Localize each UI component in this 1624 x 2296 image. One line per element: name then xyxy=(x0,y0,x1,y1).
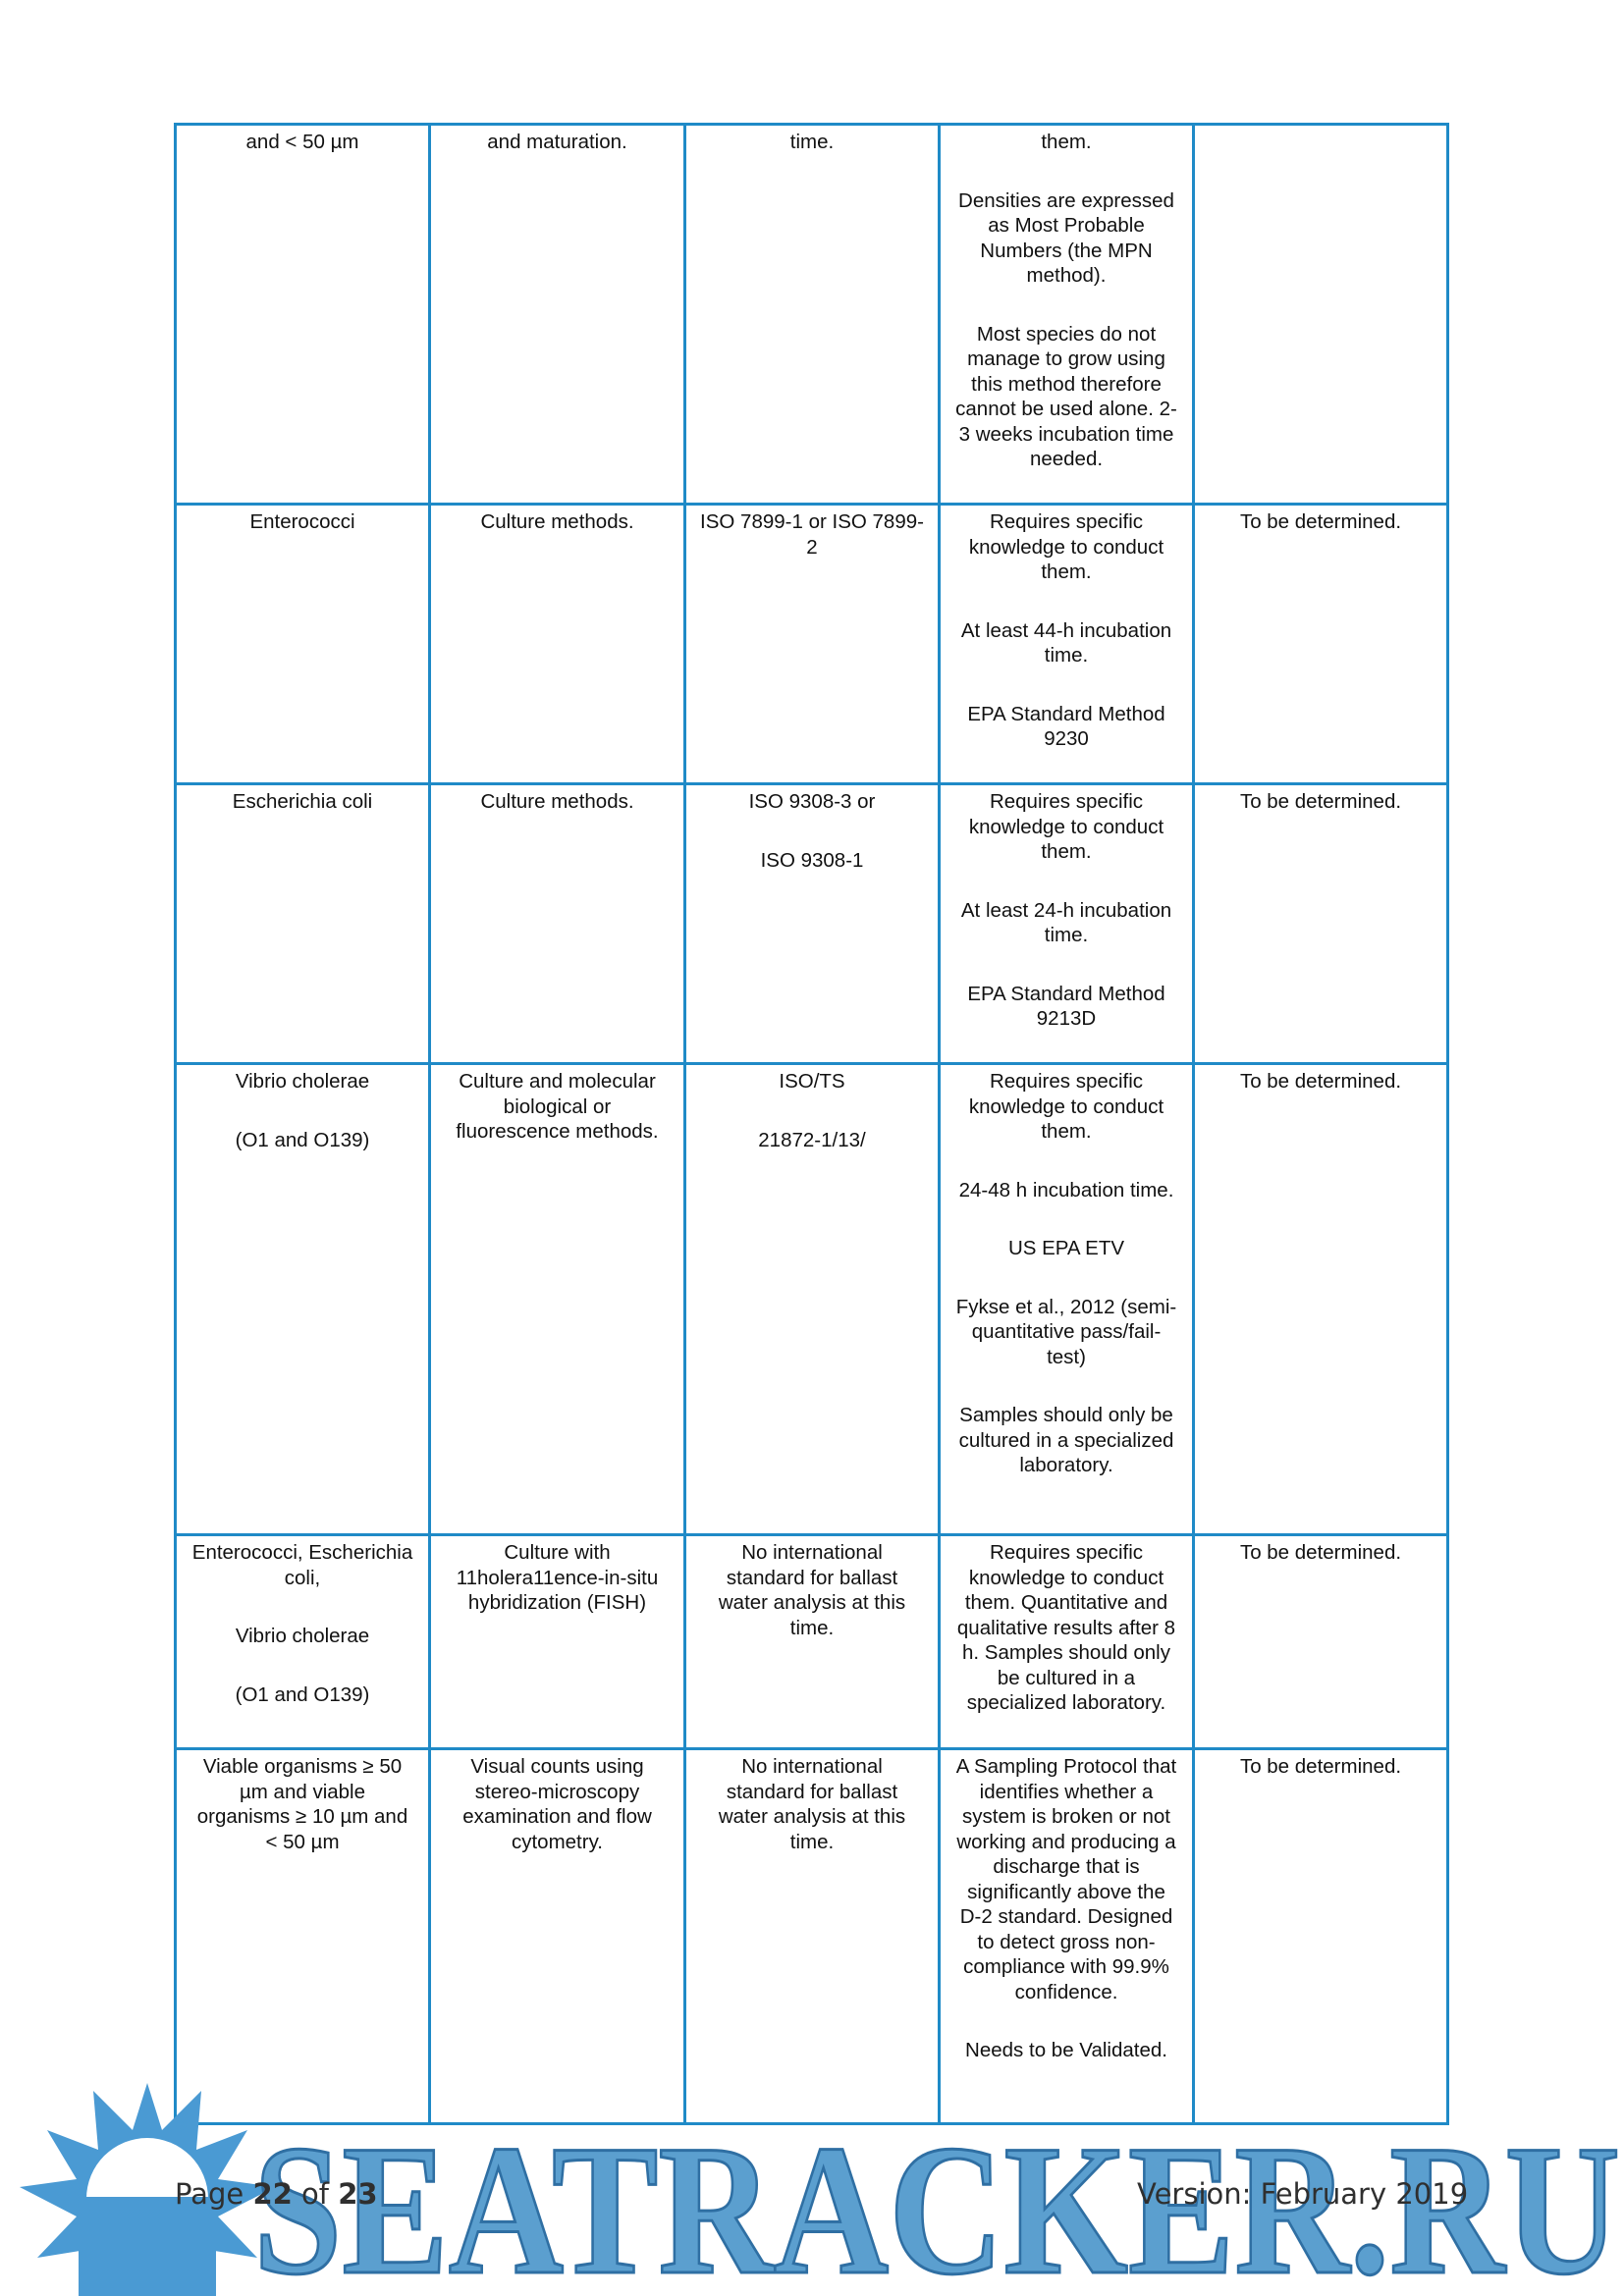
table-cell: Requires specific knowledge to conduct them. At least 44-h incubation time. EPA Standard Method 9230 xyxy=(940,505,1194,784)
table-row xyxy=(176,505,1448,784)
table-cell: and maturation. xyxy=(430,125,685,505)
table-cell: Enterococci xyxy=(176,505,430,784)
table-cell: Culture methods. xyxy=(430,784,685,1064)
table-cell: Vibrio cholerae (O1 and O139) xyxy=(176,1064,430,1535)
table-cell: No international standard for ballast water analysis at this time. xyxy=(685,1535,940,1749)
table-cell: Culture and molecular biological or fluorescence methods. xyxy=(430,1064,685,1535)
table-row xyxy=(176,784,1448,1064)
table-cell: To be determined. xyxy=(1194,784,1448,1064)
table-cell: To be determined. xyxy=(1194,1749,1448,2124)
table-cell: A Sampling Protocol that identifies whether a system is broken or not working and producing a discharge that is significantly above the D-2 standard. Designed to detect gross non-compliance with 99.9% confidence. Needs to be Validated. xyxy=(940,1749,1194,2124)
table-cell: Requires specific knowledge to conduct them. At least 24-h incubation time. EPA Standard Method 9213D xyxy=(940,784,1194,1064)
table-cell: Culture with 11holera11ence-in-situ hybridization (FISH) xyxy=(430,1535,685,1749)
table-cell: No international standard for ballast water analysis at this time. xyxy=(685,1749,940,2124)
table-cell: Culture methods. xyxy=(430,505,685,784)
watermark-text: SEATRACKER.RU xyxy=(253,2108,1620,2296)
table-row xyxy=(176,1064,1448,1535)
table-cell: Requires specific knowledge to conduct them. Quantitative and qualitative results after 8 h. Samples should only be cultured in a specialized laboratory. xyxy=(940,1535,1194,1749)
table-cell: To be determined. xyxy=(1194,1064,1448,1535)
table-cell: To be determined. xyxy=(1194,505,1448,784)
table-cell: them. Densities are expressed as Most Probable Numbers (the MPN method). Most species do not manage to grow using this method therefore cannot be used alone. 2-3 weeks incubation time needed. xyxy=(940,125,1194,505)
table-row xyxy=(176,125,1448,505)
table-row xyxy=(176,1535,1448,1749)
table-cell xyxy=(1194,125,1448,505)
table-cell: Enterococci, Escherichia coli, Vibrio cholerae (O1 and O139) xyxy=(176,1535,430,1749)
table-cell: ISO 7899-1 or ISO 7899-2 xyxy=(685,505,940,784)
table-cell: ISO/TS 21872-1/13/ xyxy=(685,1064,940,1535)
table-cell: and < 50 µm xyxy=(176,125,430,505)
version-label: Version: February 2019 xyxy=(1137,2177,1469,2211)
table-cell: Escherichia coli xyxy=(176,784,430,1064)
table-cell: Requires specific knowledge to conduct them. 24-48 h incubation time. US EPA ETV Fykse et al., 2012 (semi-quantitative pass/fail-test) Samples should only be cultured in a specialized laboratory. xyxy=(940,1064,1194,1535)
page-number: Page 22 of 23 xyxy=(175,2177,378,2211)
table-cell: To be determined. xyxy=(1194,1535,1448,1749)
table-cell: Viable organisms ≥ 50 µm and viable organisms ≥ 10 µm and < 50 µm xyxy=(176,1749,430,2124)
table-cell: ISO 9308-3 or ISO 9308-1 xyxy=(685,784,940,1064)
table-cell: Visual counts using stereo-microscopy examination and flow cytometry. xyxy=(430,1749,685,2124)
data-table xyxy=(174,123,1449,2125)
table-cell: time. xyxy=(685,125,940,505)
